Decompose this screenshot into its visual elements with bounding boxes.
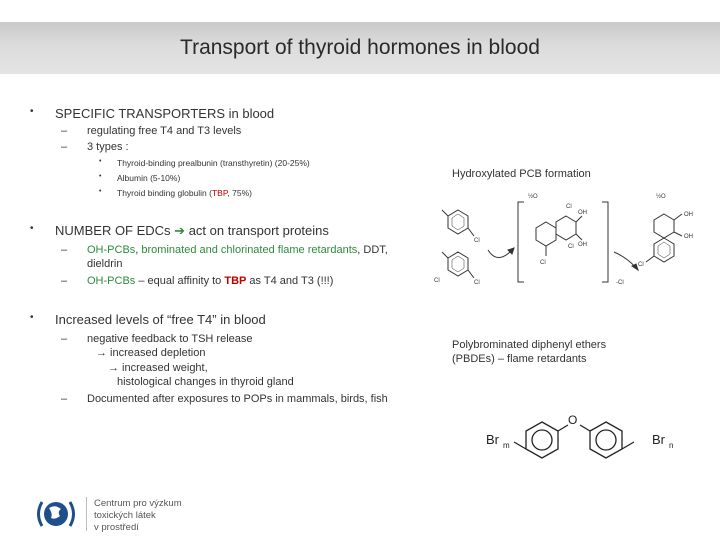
br-right-label: Br — [652, 432, 665, 447]
oh-label: OH — [578, 210, 587, 216]
line: → increased weight, — [108, 361, 208, 374]
sub-bullet-text: Documented after exposures to POPs in mammals, birds, fish — [87, 393, 388, 405]
oh-label: OH — [684, 212, 693, 218]
separator: , — [135, 244, 142, 256]
item-text: Thyroid-binding prealbunin (transthyretin) (20-25%) — [117, 158, 310, 168]
pbde-label — [452, 338, 606, 366]
bullet-text — [55, 223, 329, 239]
dash-marker: – — [61, 244, 68, 256]
dash-marker: – — [61, 333, 68, 345]
cl-label: Cl — [474, 238, 480, 244]
bullet-marker: • — [99, 188, 102, 195]
ether-oxygen-label: O — [568, 413, 578, 427]
sub-bullet-text: 3 types : — [87, 141, 129, 153]
dash-marker: – — [61, 141, 68, 153]
item-text-before: Thyroid binding globulin ( — [117, 188, 212, 198]
green-term: OH-PCBs — [87, 275, 136, 287]
benzene-ring — [536, 222, 556, 246]
slide-title: Transport of thyroid hormones in blood — [180, 36, 540, 59]
bullet-marker: • — [99, 173, 102, 180]
institution-logo-icon — [33, 494, 79, 534]
br-right-index: n — [669, 441, 674, 450]
dash-marker: – — [61, 393, 68, 405]
text-after: as T4 and T3 (!!!) — [246, 275, 334, 287]
half-o-label: ½O — [656, 194, 666, 200]
benzene-ring — [448, 252, 468, 276]
text-line2: dieldrin — [87, 258, 123, 270]
oh-label: OH — [578, 242, 587, 248]
logo-line3: v prostředí — [94, 522, 139, 533]
benzene-ring — [556, 216, 576, 240]
oh-label: OH — [684, 234, 693, 240]
green-arrow-icon: ➔ — [174, 223, 186, 238]
dash-marker: – — [61, 125, 68, 137]
bullet-marker: • — [30, 223, 34, 234]
half-o-label: ½O — [528, 194, 538, 200]
cl-label: -Cl — [616, 280, 624, 286]
hydroxylated-pcb-diagram — [428, 186, 710, 294]
item-text-after: , 75%) — [227, 188, 252, 198]
item-text — [117, 188, 252, 198]
sub-bullet-text — [87, 332, 294, 389]
benzene-ring — [654, 214, 674, 238]
tbp-highlight: TBP — [224, 275, 247, 287]
sub-bullet-text — [87, 243, 421, 271]
logo-line1: Centrum pro výzkum — [94, 498, 182, 509]
bullet-marker: • — [99, 158, 102, 165]
line: → increased depletion — [96, 347, 206, 360]
cl-label: Cl — [638, 262, 644, 268]
bullet-text: Increased levels of “free T4” in blood — [55, 312, 266, 327]
pcb-label: Hydroxylated PCB formation — [452, 168, 591, 180]
bullet-text-before: NUMBER OF EDCs — [55, 223, 175, 238]
pbde-label-line2: (PBDEs) – flame retardants — [452, 353, 587, 365]
sub-bullet-text: regulating free T4 and T3 levels — [87, 125, 242, 137]
cl-label: Cl — [474, 280, 480, 286]
cl-label: Cl — [568, 244, 574, 250]
institution-name — [94, 498, 182, 534]
pbde-structure-diagram — [462, 372, 694, 494]
benzene-ring-inner — [452, 214, 464, 230]
tbp-highlight: TBP — [211, 188, 228, 198]
sub-bullet-text — [87, 275, 333, 287]
line: negative feedback to TSH release — [87, 333, 253, 345]
bullet-marker: • — [30, 106, 34, 117]
bullet-marker: • — [30, 312, 34, 323]
br-left-label: Br — [486, 432, 499, 447]
bullet-text-after: act on transport proteins — [185, 223, 329, 238]
text-mid: – equal affinity to — [135, 275, 225, 287]
line: histological changes in thyroid gland — [117, 375, 294, 388]
benzene-ring-inner — [452, 256, 464, 272]
benzene-ring — [654, 238, 674, 262]
bullet-text: SPECIFIC TRANSPORTERS in blood — [55, 106, 275, 121]
pbde-label-line1: Polybrominated diphenyl ethers — [452, 339, 607, 351]
dash-marker: – — [61, 275, 68, 287]
cl-label: Cl — [540, 260, 546, 266]
cl-label: Cl — [566, 204, 572, 210]
benzene-ring — [448, 210, 468, 234]
logo-divider — [86, 497, 87, 531]
br-left-index: m — [503, 441, 510, 450]
green-term: OH-PCBs — [87, 244, 136, 256]
item-text: Albumin (5-10%) — [117, 173, 181, 183]
text-after: , DDT, — [357, 244, 388, 256]
cl-label: Cl — [434, 278, 440, 284]
logo-line2: toxických látek — [94, 510, 156, 521]
green-term: brominated and chlorinated flame retardants — [141, 244, 358, 256]
